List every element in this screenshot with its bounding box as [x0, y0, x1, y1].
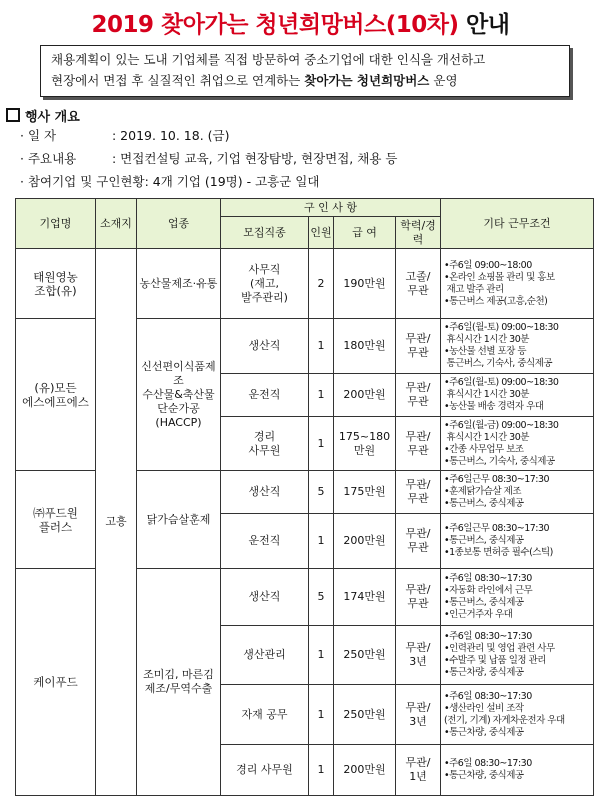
pay-cell: 200만원: [334, 374, 396, 417]
header-edu: 학력/경력: [396, 217, 441, 249]
condition-cell: •주6일근무 08:30~17:30 •훈제닭가슴살 제조 •통근버스, 중식제공: [441, 471, 594, 514]
info-date: · 일 자 : 2019. 10. 18. (금): [20, 128, 230, 143]
pay-cell: 175만원: [334, 471, 396, 514]
count-cell: 5: [309, 569, 334, 626]
industry-cell: 조미김, 마른김 제조/무역수출: [137, 569, 221, 796]
edu-cell: 무관/ 무관: [396, 374, 441, 417]
industry-cell: 신선편이식품제조 수산물&축산물 단순가공 (HACCP): [137, 319, 221, 471]
intro-line-1: 채용계획이 있는 도내 기업체를 직접 방문하여 중소기업에 대한 인식을 개선하고: [51, 52, 486, 67]
condition-cell: •주6일 08:30~17:30 •자동화 라인에서 근무 •통근버스, 중식제공 •인근거주자 우대: [441, 569, 594, 626]
condition-cell: •주6일근무 08:30~17:30 •통근버스, 중식제공 •1종보통 면허증 필수(스틱): [441, 514, 594, 569]
condition-cell: •주6일 08:30~17:30 •인력관리 및 영업 관련 사무 •수발주 및 납품 일정 관리 •통근차량, 중식제공: [441, 626, 594, 685]
header-location: 소재지: [96, 199, 137, 249]
job-cell: 운전직: [221, 514, 309, 569]
pay-cell: 200만원: [334, 745, 396, 796]
pay-cell: 200만원: [334, 514, 396, 569]
company-name: 케이푸드: [16, 569, 96, 796]
industry-cell: 농산물제조·유통: [137, 249, 221, 319]
job-cell: 생산직: [221, 569, 309, 626]
edu-cell: 무관/ 무관: [396, 417, 441, 471]
pay-cell: 175~180 만원: [334, 417, 396, 471]
pay-cell: 250만원: [334, 626, 396, 685]
section-heading: 행사 개요: [6, 106, 80, 125]
count-cell: 1: [309, 417, 334, 471]
condition-cell: •주6일(월-토) 09:00~18:30 휴식시간 1시간 30분 •농산물 배송 경력자 우대: [441, 374, 594, 417]
condition-cell: •주6일(월-토) 09:00~18:30 휴식시간 1시간 30분 •농산물 선별 포장 등 통근버스, 기숙사, 중식제공: [441, 319, 594, 374]
edu-cell: 무관/ 1년: [396, 745, 441, 796]
header-etc: 기타 근무조건: [441, 199, 594, 249]
header-industry: 업종: [137, 199, 221, 249]
edu-cell: 고졸/ 무관: [396, 249, 441, 319]
title-main: 2019 찾아가는 청년희망버스(10차): [91, 12, 459, 38]
job-cell: 자재 공무: [221, 685, 309, 745]
info-companies: · 참여기업 및 구인현황: 4개 기업 (19명) - 고흥군 일대: [20, 174, 320, 189]
count-cell: 1: [309, 685, 334, 745]
edu-cell: 무관/ 3년: [396, 685, 441, 745]
count-cell: 2: [309, 249, 334, 319]
count-cell: 5: [309, 471, 334, 514]
table-row: [16, 249, 594, 319]
company-name: ㈜푸드원 플러스: [16, 471, 96, 569]
condition-cell: •주6일 08:30~17:30 •통근차량, 중식제공: [441, 745, 594, 796]
edu-cell: 무관/ 3년: [396, 626, 441, 685]
count-cell: 1: [309, 319, 334, 374]
pay-cell: 190만원: [334, 249, 396, 319]
count-cell: 1: [309, 626, 334, 685]
count-cell: 1: [309, 514, 334, 569]
edu-cell: 무관/ 무관: [396, 471, 441, 514]
edu-cell: 무관/ 무관: [396, 569, 441, 626]
count-cell: 1: [309, 374, 334, 417]
info-content: · 주요내용 : 면접컨설팅 교육, 기업 현장탐방, 현장면접, 채용 등: [20, 151, 398, 166]
pay-cell: 250만원: [334, 685, 396, 745]
condition-cell: •주6일(월-금) 09:00~18:30 휴식시간 1시간 30분 •간종 사무업무 보조 •통근버스, 기숙사, 중식제공: [441, 417, 594, 471]
header-count: 인원: [309, 217, 334, 249]
header-job: 모집직종: [221, 217, 309, 249]
condition-cell: •주6일 09:00~18:00 •온라인 쇼핑몰 관리 및 홍보 재고 발주 관리 •통근버스 제공(고흥,순천): [441, 249, 594, 319]
header-company: 기업명: [16, 199, 96, 249]
intro-line-2: 현장에서 면접 후 실질적인 취업으로 연계하는 찾아가는 청년희망버스 운영: [51, 73, 458, 88]
company-name: 태원영농 조합(유): [16, 249, 96, 319]
condition-cell: •주6일 08:30~17:30 •생산라인 설비 조작 (전기, 기계) 자게차운전자 우대 •통근차량, 중식제공: [441, 685, 594, 745]
industry-cell: 닭가슴살훈제: [137, 471, 221, 569]
header-pay: 급 여: [334, 217, 396, 249]
job-cell: 생산관리: [221, 626, 309, 685]
count-cell: 1: [309, 745, 334, 796]
checkbox-square-icon: [6, 108, 20, 122]
page-title: [0, 6, 601, 39]
pay-cell: 180만원: [334, 319, 396, 374]
job-table: [15, 198, 594, 796]
edu-cell: 무관/ 무관: [396, 319, 441, 374]
edu-cell: 무관/ 무관: [396, 514, 441, 569]
title-suffix: 안내: [466, 12, 510, 38]
pay-cell: 174만원: [334, 569, 396, 626]
company-name: (유)모든 에스에프에스: [16, 319, 96, 471]
job-cell: 생산직: [221, 319, 309, 374]
intro-box: [40, 45, 570, 97]
job-cell: 사무직 (재고, 발주관리): [221, 249, 309, 319]
job-cell: 경리 사무원: [221, 417, 309, 471]
location-cell: 고흥: [96, 249, 137, 796]
job-cell: 생산직: [221, 471, 309, 514]
job-cell: 운전직: [221, 374, 309, 417]
job-cell: 경리 사무원: [221, 745, 309, 796]
header-recruit: 구 인 사 항: [221, 199, 441, 217]
